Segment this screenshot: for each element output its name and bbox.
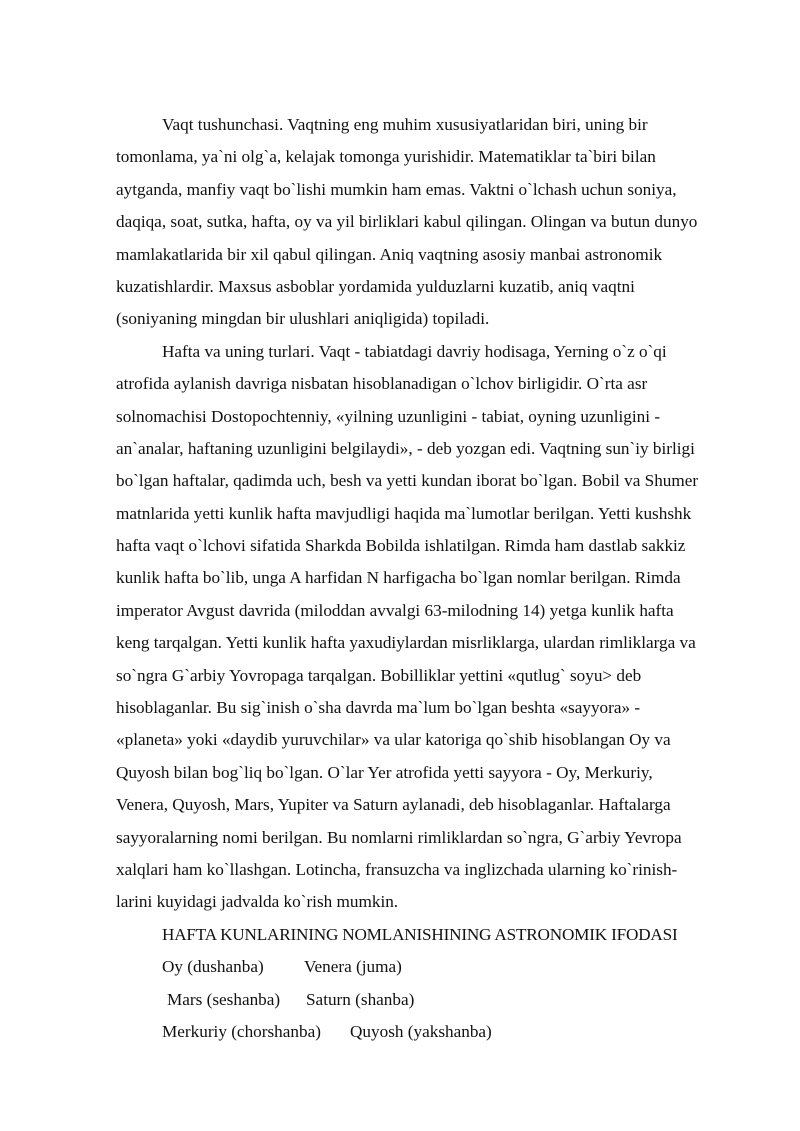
weekday-row bbox=[116, 984, 741, 1016]
paragraph-line: Hafta va uning turlari. Vaqt - tabiatdagi davriy hodisaga, Yerning o`z o`qi bbox=[162, 341, 667, 361]
weekday-name: Saturn (shanba) bbox=[306, 989, 415, 1009]
table-heading: HAFTA KUNLARINING NOMLANISHINING ASTRONOMIK IFODASI bbox=[162, 924, 678, 944]
paragraph-line: hafta vaqt o`lchovi sifatida Sharkda Bobilda ishlatilgan. Rimda ham dastlab sakkiz bbox=[116, 536, 686, 556]
paragraph-line: «planeta» yoki «daydib yuruvchilar» va ular katoriga qo`shib hisoblangan Oy va bbox=[116, 730, 671, 750]
weekday-row bbox=[116, 1016, 741, 1048]
paragraph-line: tomonlama, ya`ni olg`a, kelajak tomonga yurishidir. Matematiklar ta`biri bilan bbox=[116, 147, 656, 167]
paragraph-line: bo`lgan haftalar, qadimda uch, besh va yetti kundan iborat bo`lgan. Bobil va Shumer bbox=[116, 471, 699, 491]
paragraph-line: xalqlari ham ko`llashgan. Lotincha, fransuzcha va inglizchada ularning ko`rinish- bbox=[116, 859, 678, 879]
paragraph-line: imperator Avgust davrida (miloddan avvalgi 63-milodning 14) yetga kunlik hafta bbox=[116, 600, 674, 620]
weekday-name: Merkuriy (chorshanba) bbox=[162, 1021, 321, 1041]
paragraph-line: daqiqa, soat, sutka, hafta, oy va yil birliklari kabul qilingan. Olingan va butun dunyo bbox=[116, 212, 698, 232]
paragraph-line: larini kuyidagi jadvalda ko`rish mumkin. bbox=[116, 892, 399, 912]
paragraph-line: Venera, Quyosh, Mars, Yupiter va Saturn aylanadi, deb hisoblaganlar. Haftalarga bbox=[116, 795, 671, 815]
weekday-name: Venera (juma) bbox=[304, 957, 402, 977]
weekday-name: Quyosh (yakshanba) bbox=[350, 1021, 492, 1041]
paragraph-line: solnomachisi Dostopochtenniy, «yilning uzunligini - tabiat, oyning uzunligini - bbox=[116, 406, 661, 426]
paragraph-line: so`ngra G`arbiy Yovropaga tarqalgan. Bobilliklar yettini «qutlug` soyu> deb bbox=[116, 665, 642, 685]
weekday-name: Mars (seshanba) bbox=[167, 989, 281, 1009]
paragraph-line: mamlakatlarida bir xil qabul qilingan. Aniq vaqtning asosiy manbai astronomik bbox=[116, 244, 663, 264]
paragraph-line: Vaqt tushunchasi. Vaqtning eng muhim xususiyatlaridan biri, uning bir bbox=[162, 115, 648, 134]
paragraph-line: an`analar, haftaning uzunligini belgilaydi», - deb yozgan edi. Vaqtning sun`iy birligi bbox=[116, 438, 695, 458]
paragraph-line: hisoblaganlar. Bu sig`inish o`sha davrda ma`lum bo`lgan beshta «sayyora» - bbox=[116, 698, 641, 718]
paragraph-line: Quyosh bilan bog`liq bo`lgan. O`lar Yer atrofida yetti sayyora - Oy, Merkuriy, bbox=[116, 762, 653, 782]
paragraph-line: kunlik hafta bo`lib, unga A harfidan N harfigacha bo`lgan nomlar berilgan. Rimda bbox=[116, 568, 681, 588]
weekday-row bbox=[116, 951, 741, 983]
weekday-name: Oy (dushanba) bbox=[162, 957, 264, 977]
paragraph-line: sayyoralarning nomi berilgan. Bu nomlarni rimliklardan so`ngra, G`arbiy Yevropa bbox=[116, 827, 682, 847]
paragraph-line: atrofida aylanish davriga nisbatan hisoblanadigan o`lchov birligidir. O`rta asr bbox=[116, 374, 648, 394]
paragraph-line: keng tarqalgan. Yetti kunlik hafta yaxudiylardan misrliklarga, ulardan rimliklarga va bbox=[116, 633, 696, 653]
paragraph-line: kuzatishlardir. Maxsus asboblar yordamida yulduzlarni kuzatib, aniq vaqtni bbox=[116, 276, 635, 296]
paragraph-line: aytganda, manfiy vaqt bo`lishi mumkin ham emas. Vaktni o`lchash uchun soniya, bbox=[116, 179, 677, 199]
paragraph-line: matnlarida yetti kunlik hafta mavjudligi haqida ma`lumotlar berilgan. Yetti kushshk bbox=[116, 503, 692, 523]
document-body bbox=[116, 109, 741, 1048]
paragraph-line: (soniyaning mingdan bir ulushlari aniqligida) topiladi. bbox=[116, 309, 490, 329]
